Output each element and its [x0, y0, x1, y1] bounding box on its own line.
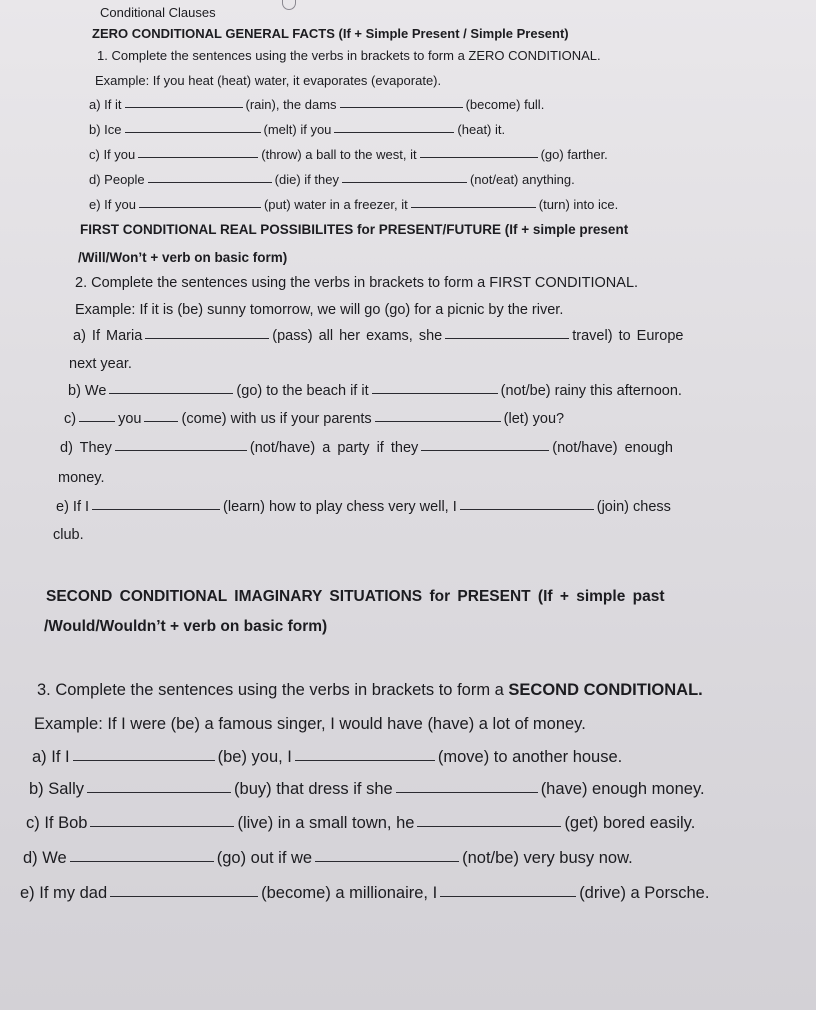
first-item-b: b) We (go) to the beach if it (not/be) rainy this afternoon. [68, 383, 682, 399]
answer-blank[interactable] [340, 106, 463, 108]
second-item-d: d) We (go) out if we (not/be) very busy now. [23, 849, 633, 867]
zero-example: Example: If you heat (heat) water, it evaporates (evaporate). [95, 73, 442, 88]
paper-mark [282, 0, 296, 10]
first-item-d: d) They (not/have) a party if they (not/have) enough [60, 440, 673, 456]
first-item-e-cont: club. [53, 527, 84, 543]
zero-heading: ZERO CONDITIONAL GENERAL FACTS (If + Simple Present / Simple Present) [92, 26, 569, 41]
zero-instruction: 1. Complete the sentences using the verbs in brackets to form a ZERO CONDITIONAL. [97, 48, 601, 63]
answer-blank[interactable] [417, 825, 561, 827]
answer-blank[interactable] [421, 449, 549, 451]
second-instruction: 3. Complete the sentences using the verbs in brackets to form a SECOND CONDITIONAL. [37, 681, 703, 699]
answer-blank[interactable] [295, 759, 435, 761]
answer-blank[interactable] [79, 420, 115, 422]
second-heading-cont: /Would/Wouldn’t + verb on basic form) [44, 618, 328, 635]
answer-blank[interactable] [420, 156, 538, 158]
first-example: Example: If it is (be) sunny tomorrow, we will go (go) for a picnic by the river. [75, 302, 564, 318]
answer-blank[interactable] [144, 420, 178, 422]
answer-blank[interactable] [87, 791, 231, 793]
answer-blank[interactable] [315, 860, 459, 862]
second-item-b: b) Sally (buy) that dress if she (have) enough money. [29, 780, 705, 798]
first-item-a-cont: next year. [69, 356, 132, 372]
zero-item-e: e) If you (put) water in a freezer, it (turn) into ice. [89, 197, 619, 212]
first-item-e: e) If I (learn) how to play chess very well, I (join) chess [56, 499, 671, 515]
second-example: Example: If I were (be) a famous singer, I would have (have) a lot of money. [34, 715, 586, 733]
zero-item-a: a) If it (rain), the dams (become) full. [89, 97, 545, 112]
answer-blank[interactable] [445, 337, 569, 339]
second-heading: SECOND CONDITIONAL IMAGINARY SITUATIONS for PRESENT (If + simple past [46, 588, 665, 605]
answer-blank[interactable] [110, 895, 258, 897]
answer-blank[interactable] [115, 449, 247, 451]
first-instruction: 2. Complete the sentences using the verbs in brackets to form a FIRST CONDITIONAL. [75, 275, 639, 291]
answer-blank[interactable] [139, 206, 261, 208]
answer-blank[interactable] [411, 206, 536, 208]
first-item-c: c) you (come) with us if your parents (let) you? [64, 411, 565, 427]
answer-blank[interactable] [125, 131, 261, 133]
answer-blank[interactable] [138, 156, 258, 158]
answer-blank[interactable] [125, 106, 243, 108]
answer-blank[interactable] [342, 181, 467, 183]
answer-blank[interactable] [148, 181, 272, 183]
answer-blank[interactable] [334, 131, 454, 133]
first-item-a: a) If Maria (pass) all her exams, she travel) to Europe [73, 328, 684, 344]
zero-item-d: d) People (die) if they (not/eat) anything. [89, 172, 575, 187]
answer-blank[interactable] [90, 825, 234, 827]
second-item-e: e) If my dad (become) a millionaire, I (drive) a Porsche. [20, 884, 710, 902]
zero-item-c: c) If you (throw) a ball to the west, it (go) farther. [89, 147, 608, 162]
first-heading: FIRST CONDITIONAL REAL POSSIBILITES for PRESENT/FUTURE (If + simple present [80, 222, 629, 237]
answer-blank[interactable] [396, 791, 538, 793]
first-item-d-cont: money. [58, 470, 105, 486]
second-item-c: c) If Bob (live) in a small town, he (get) bored easily. [26, 814, 696, 832]
second-item-a: a) If I (be) you, I (move) to another house. [32, 748, 623, 766]
answer-blank[interactable] [73, 759, 215, 761]
answer-blank[interactable] [372, 392, 498, 394]
zero-item-b: b) Ice (melt) if you (heat) it. [89, 122, 506, 137]
answer-blank[interactable] [375, 420, 501, 422]
answer-blank[interactable] [70, 860, 214, 862]
first-heading-cont: /Will/Won’t + verb on basic form) [78, 250, 288, 265]
answer-blank[interactable] [460, 508, 594, 510]
answer-blank[interactable] [440, 895, 576, 897]
answer-blank[interactable] [92, 508, 220, 510]
worksheet-title: Conditional Clauses [100, 5, 216, 20]
answer-blank[interactable] [109, 392, 233, 394]
answer-blank[interactable] [145, 337, 269, 339]
